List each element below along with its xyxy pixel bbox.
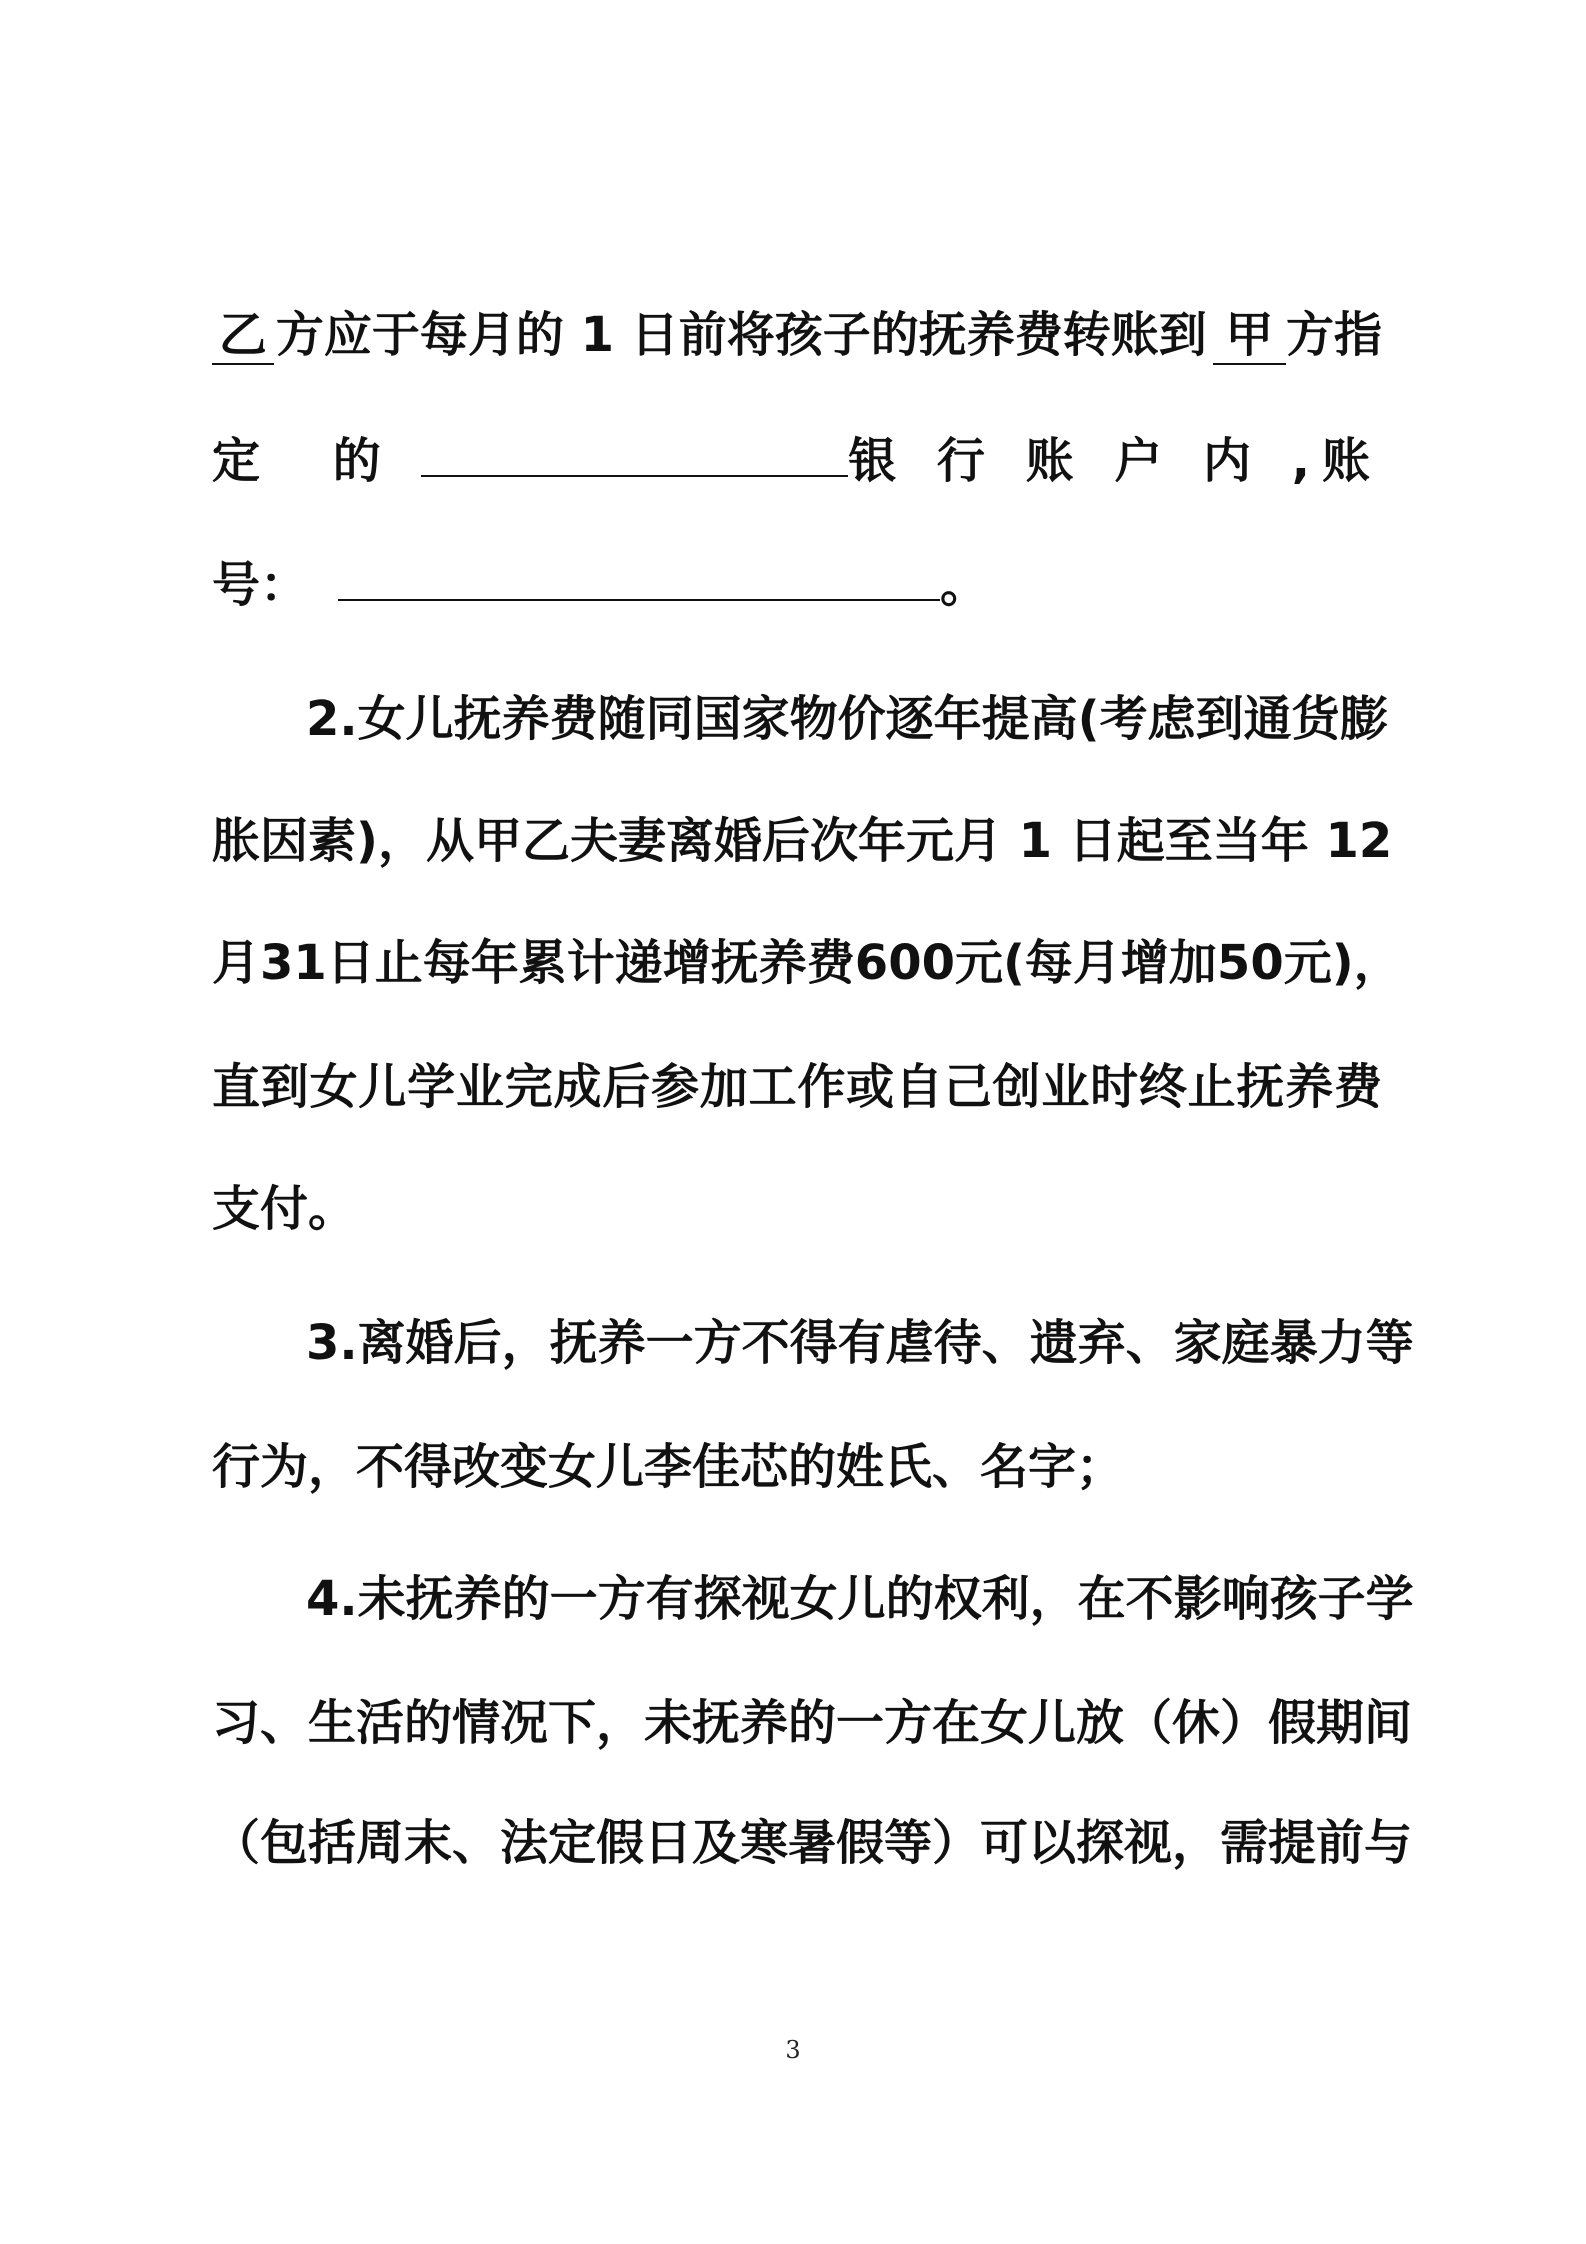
line-2-head: 定 的 bbox=[212, 433, 409, 489]
text-line-2 bbox=[212, 426, 1382, 496]
text-line-1 bbox=[212, 300, 1382, 370]
line-3-head: 号： bbox=[212, 557, 309, 613]
text-line-12: 习、生活的情况下，未抚养的一方在女儿放（休）假期间 bbox=[212, 1695, 1413, 1751]
line-2-tail: 银 行 账 户 内 ,账 bbox=[848, 433, 1382, 489]
line-1-text: 方应于每月的 1 日前将孩子的抚养费转账到 bbox=[275, 307, 1207, 363]
account-number-blank bbox=[338, 551, 940, 601]
text-line-5: 胀因素)，从甲乙夫妻离婚后次年元月 1 日起至当年 12 bbox=[212, 813, 1393, 869]
page-number: 3 bbox=[785, 2036, 801, 2064]
text-line-3 bbox=[212, 550, 1382, 620]
text-line-10: 行为，不得改变女儿李佳芯的姓氏、名字； bbox=[212, 1439, 1125, 1495]
party-a-blank: 甲 bbox=[1213, 307, 1286, 365]
text-line-8: 支付。 bbox=[212, 1181, 357, 1237]
text-line-9: 3.离婚后，抚养一方不得有虐待、遗弃、家庭暴力等 bbox=[306, 1315, 1414, 1371]
party-b-blank: 乙 bbox=[212, 307, 274, 365]
text-line-6: 月31日止每年累计递增抚养费600元(每月增加50元)， bbox=[212, 935, 1402, 991]
text-line-13: （包括周末、法定假日及寒暑假等）可以探视，需提前与 bbox=[212, 1815, 1413, 1871]
line-1-tail: 方指 bbox=[1285, 307, 1382, 363]
text-line-4: 2.女儿抚养费随同国家物价逐年提高(考虑到通货膨 bbox=[306, 691, 1388, 747]
text-line-11: 4.未抚养的一方有探视女儿的权利，在不影响孩子学 bbox=[306, 1571, 1414, 1627]
text-line-7: 直到女儿学业完成后参加工作或自己创业时终止抚养费 bbox=[212, 1059, 1382, 1115]
bank-name-blank bbox=[421, 427, 848, 477]
line-3-tail: 。 bbox=[940, 557, 989, 613]
